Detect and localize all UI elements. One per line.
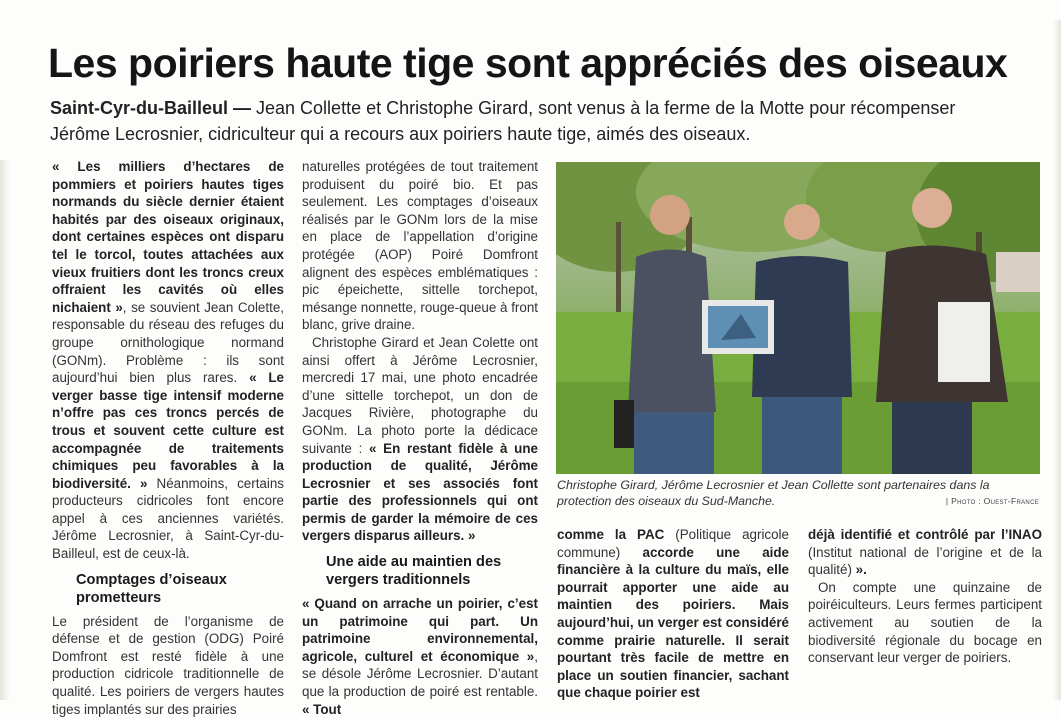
text: (Politique agricole commune) xyxy=(557,527,789,560)
quote-bold: « Tout xyxy=(302,701,342,717)
section-subhead: Une aide au maintien des vergers traditionnels xyxy=(326,554,502,589)
quote-bold: « Les milliers d’hectares de pommiers et poiriers hautes tiges normands du siècle dernier étaient habités par des oiseaux originaux, dont certaines espèces ont disparu tel le torcol, toutes attachées aux vieux fruitiers dont les troncs creux offraient les cavités où elles nichaient » xyxy=(52,159,284,315)
article-lede xyxy=(50,95,1005,147)
quote-bold: déjà identifié et contrôlé par l’INAO xyxy=(808,527,1042,542)
section-subhead: Comptages d’oiseaux prometteurs xyxy=(76,571,227,606)
photo-credit: | Photo : Ouest-France xyxy=(945,496,1039,506)
text: Christophe Girard et Jean Colette ont ainsi offert à Jérôme Lecrosnier, mercredi 17 mai, une photo encadrée d’une sittelle torchepot, un don de Jacques Rivière, photographe du GONm. La photo porte la dédicace suivante : xyxy=(302,334,538,456)
quote-bold: ». xyxy=(855,562,867,578)
paragraph xyxy=(302,334,538,545)
article-photo xyxy=(556,162,1040,474)
paragraph xyxy=(52,158,284,563)
text: , se désole Jérôme Lecrosnier. D’autant que la production de poiré est rentable. xyxy=(302,648,538,700)
quote-bold: « En restant fidèle à une production de qualité, Jérôme Lecrosnier et ses associés font partie des professionnels qui ont permis de garder la mémoire de ces vergers disparus ailleurs. » xyxy=(302,440,538,544)
page-edge-left xyxy=(0,160,10,700)
page-edge-right xyxy=(1053,20,1061,700)
quote-bold: « Le verger basse tige intensif moderne n’offre pas ces troncs percés de trous et souvent cette culture est accompagnée de traitements chimiques peu favorables à la biodiversité. » xyxy=(52,370,284,491)
paragraph: On compte une quinzaine de poiréiculteurs. Leurs fermes participent activement au soutien de la biodiversité régionale du bocage en conservant leur verger de poiriers. xyxy=(808,579,1042,666)
paragraph: Le président de l’organisme de défense et de gestion (ODG) Poiré Domfront est resté fidèle à une production cidricole traditionnelle de qualité. Les poiriers de vergers hautes tiges implantés sur des prairies xyxy=(52,613,284,717)
lede-text: Jean Collette et Christophe Girard, sont venus à la ferme de la Motte pour récompenser Jérôme Lecrosnier, cidriculteur qui a recours aux poiriers haute tige, aimés des oiseaux. xyxy=(50,98,956,144)
photo-illustration xyxy=(556,162,1040,474)
paragraph xyxy=(557,526,789,702)
text: (Institut national de l’origine et de la qualité) xyxy=(808,544,1042,578)
quote-bold: « Quand on arrache un poirier, c’est un patrimoine qui part. Un patrimoine environnemental, agricole, culturel et économique » xyxy=(302,596,538,664)
article-column-1 xyxy=(52,158,284,718)
quote-bold: comme la PAC xyxy=(557,527,665,542)
article-headline: Les poiriers haute tige sont appréciés des oiseaux xyxy=(48,40,1008,86)
lede-dateline: Saint-Cyr-du-Bailleul — xyxy=(50,98,252,118)
text: , se souvient Jean Colette, responsable du réseau des refuges du groupe ornithologique normand (GONm). Problème : ils sont aujourd’hui bien plus rares. xyxy=(52,299,284,386)
paragraph: naturelles protégées de tout traitement produisent du poiré bio. Et pas seulement. Les comptages d’oiseaux réalisés par le GONm lors de la mise en place de l’appellation d’origine protégée (AOP) Poiré Domfront alignent des espèces emblématiques : pic épeichette, sittelle torchepot, mésange nonnette, rouge-queue à front blanc, grive draine. xyxy=(302,159,538,333)
paragraph xyxy=(302,595,538,718)
text: Néanmoins, certains producteurs cidricoles font encore appel à ces anciennes variétés. Jérôme Lecrosnier, à Saint-Cyr-du-Bailleul, est de ceux-là. xyxy=(52,475,284,562)
article-column-4 xyxy=(808,526,1042,667)
paragraph xyxy=(808,526,1042,579)
quote-bold: accorde une aide financière à la culture du maïs, elle pourrait apporter une aide au maintien des poiriers. Mais aujourd’hui, un verger est considéré comme prairie naturelle. Il serait pourtant très facile de mettre en place un soutien financier, sachant que chaque poirier est xyxy=(557,544,789,701)
article-column-2 xyxy=(302,158,538,718)
article-column-3 xyxy=(557,526,789,702)
photo-caption: Christophe Girard, Jérôme Lecrosnier et Jean Collette sont partenaires dans la protection des oiseaux du Sud-Manche. xyxy=(557,478,990,508)
